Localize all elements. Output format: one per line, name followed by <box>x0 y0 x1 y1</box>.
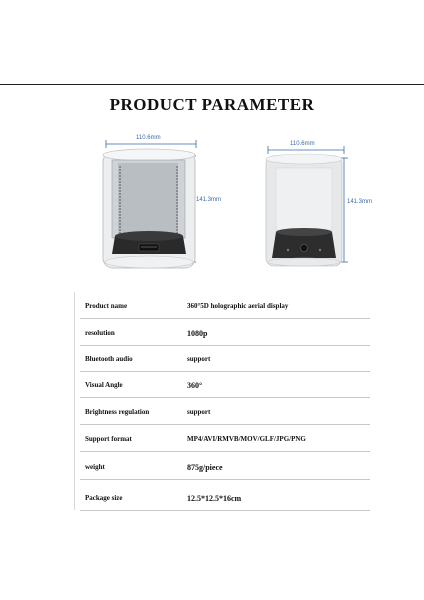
table-row <box>80 373 370 398</box>
row-divider <box>80 318 370 319</box>
row-divider <box>80 451 370 452</box>
table-row <box>80 294 370 319</box>
table-row <box>80 400 370 425</box>
table-row <box>80 427 370 452</box>
product-diagram <box>0 0 424 290</box>
row-divider <box>80 345 370 346</box>
spec-value: 360°5D holographic aerial display <box>187 302 289 310</box>
spec-label: Product name <box>85 302 128 310</box>
spec-value: 360° <box>187 381 203 390</box>
spec-label: Brightness regulation <box>85 408 150 416</box>
spec-value: support <box>187 355 211 363</box>
table-row <box>80 321 370 346</box>
page-title: PRODUCT PARAMETER <box>109 95 315 114</box>
right-product-image <box>266 146 348 266</box>
spec-label: Visual Angle <box>85 381 123 389</box>
spec-label: weight <box>85 463 105 471</box>
left-width-label: 110.6mm <box>136 135 161 141</box>
spec-label: Support format <box>85 435 132 443</box>
right-height-label: 141.3mm <box>347 199 373 205</box>
table-row <box>80 455 370 480</box>
spec-label: resolution <box>85 329 115 337</box>
table-row <box>80 347 370 372</box>
left-product-image <box>103 140 196 268</box>
spec-value: 1080p <box>187 329 208 338</box>
row-divider <box>80 479 370 480</box>
spec-value: support <box>187 408 211 416</box>
spec-label: Bluetooth audio <box>85 355 133 363</box>
row-divider <box>80 371 370 372</box>
spec-value: 875g/piece <box>187 463 223 472</box>
row-divider <box>80 397 370 398</box>
spec-value: 12.5*12.5*16cm <box>187 494 242 503</box>
spec-value: MP4/AVI/RMVB/MOV/GLF/JPG/PNG <box>187 435 306 443</box>
row-divider <box>80 510 370 511</box>
left-height-label: 141.3mm <box>196 197 222 203</box>
table-left-border <box>74 292 75 510</box>
right-width-label: 110.6mm <box>290 141 315 147</box>
table-row <box>80 486 370 511</box>
row-divider <box>80 424 370 425</box>
spec-label: Package size <box>85 494 123 502</box>
